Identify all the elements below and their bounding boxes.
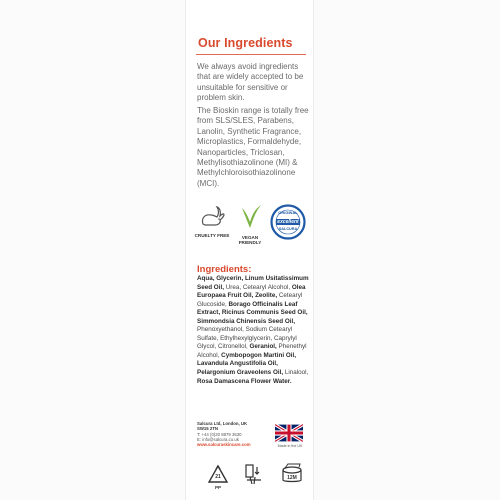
company-website: www.salcuraskincare.com xyxy=(197,442,251,448)
ingredient-run: Cetearyl Glucoside, xyxy=(197,292,303,308)
section-heading: Our Ingredients xyxy=(198,36,293,50)
cruelty-free-badge xyxy=(194,204,230,238)
intro-paragraph: We always avoid ingredients that are widely accepted to be unsuitable for sensitive or problem skin. xyxy=(197,62,304,103)
left-background xyxy=(0,0,185,500)
ingredient-bold-run: Borago Officinalis Leaf Extract, Ricinus Communis Seed Oil, Simmondsia Chinensis Seed Oil, xyxy=(197,300,308,325)
made-in-uk-caption: Made in the UK xyxy=(277,444,303,448)
seal-bottom-text: SALCURA xyxy=(278,227,298,231)
vegan-badge xyxy=(232,203,268,245)
company-info xyxy=(197,421,277,447)
ingredient-bold-run: Cymbopogon Martini Oil, Lavandula Angustifolia Oil, Pelargonium Graveolens Oil, xyxy=(197,351,297,377)
seal-top-text: ORIGINAL xyxy=(278,210,298,215)
disposal-symbol xyxy=(243,463,265,487)
heading-divider xyxy=(196,54,306,55)
company-name: Salcura Ltd, London, UK xyxy=(197,421,248,426)
ingredient-bold-run: Geraniol, xyxy=(249,343,277,351)
ingredient-bold-run: Rosa Damascena Flower Water. xyxy=(197,377,292,385)
ingredient-run: Phenoxyethanol, Sodium Cetearyl Sulfate, Ethylhexylglycerin, Caprylyl Glycol, Citronellol, xyxy=(197,326,297,351)
recycle-code: 21 xyxy=(215,474,221,480)
info-leaflet-icon xyxy=(243,463,265,487)
pao-symbol xyxy=(280,463,304,489)
company-postcode: SW15 2TN xyxy=(197,426,219,432)
ingredient-run: Urea, Cetearyl Alcohol, xyxy=(223,283,292,291)
original-seal-badge xyxy=(270,204,306,240)
free-from-paragraph: The Bioskin range is totally free from SLS/SLES, Parabens, Lanolin, Synthetic Fragrance, Microplastics, Formaldehyde, Nanoparticles, Triclosan, Methylisothiazolinone (MI) & Methylchloroisothiazolinone (MCI). xyxy=(197,106,309,188)
ingredient-bold-run: Olea Europaea Fruit Oil, Zeolite, xyxy=(197,283,306,300)
recycle-material: PP xyxy=(214,485,221,490)
company-email: E: info@salcura.co.uk xyxy=(197,436,239,442)
ingredients-title: Ingredients: xyxy=(197,264,252,275)
recycle-symbol xyxy=(206,464,230,488)
pao-label: 12M xyxy=(287,475,297,481)
right-background xyxy=(314,0,500,500)
ingredient-run: Phenethyl Alcohol, xyxy=(197,343,307,359)
uk-flag-icon xyxy=(275,424,303,442)
vegan-label: VEGAN FRIENDLY xyxy=(238,235,262,245)
company-phone: T: +44 (0)20 8879 3530 xyxy=(197,431,242,437)
ingredient-run: Linalool, xyxy=(283,369,309,377)
leaf-icon xyxy=(236,203,264,230)
rabbit-icon xyxy=(197,204,227,228)
seal-mid-text: excellent xyxy=(277,219,299,225)
cruelty-free-label: CRUELTY FREE xyxy=(194,233,230,238)
ingredients-list xyxy=(197,275,310,386)
ingredient-bold-run: Aqua, Glycerin, Linum Usitatissimum Seed Oil, xyxy=(197,275,309,291)
open-jar-icon xyxy=(280,463,304,485)
